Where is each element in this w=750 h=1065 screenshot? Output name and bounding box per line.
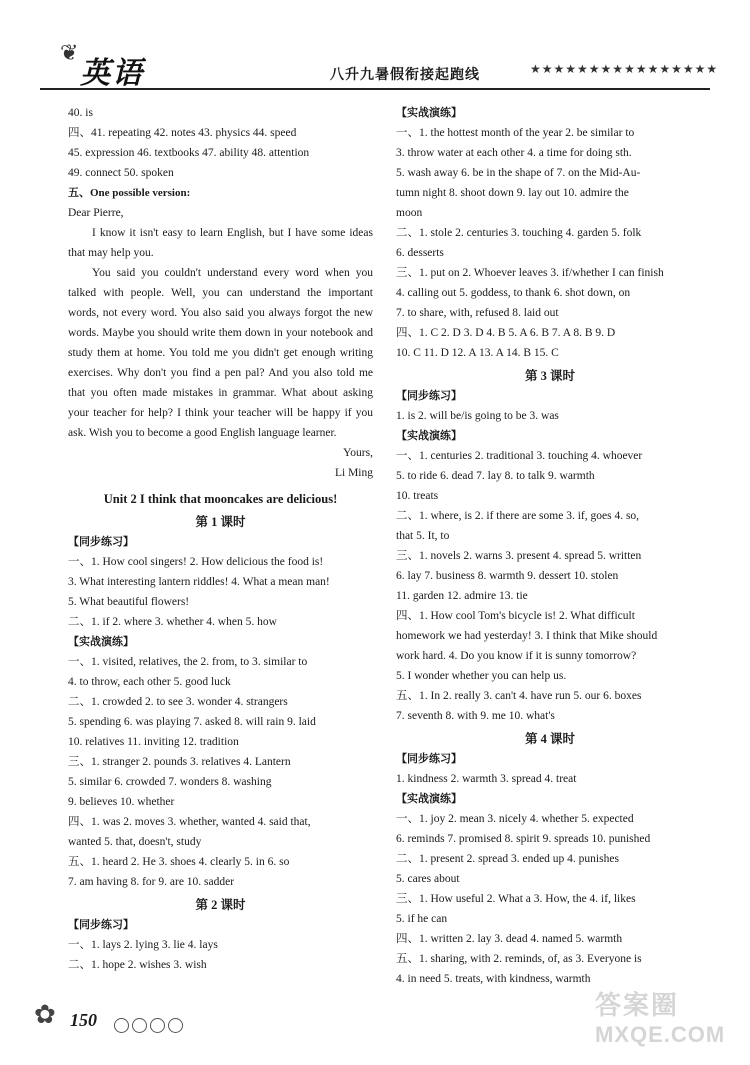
answer-line: 3. throw water at each other 4. a time for doing sth. [396,147,632,159]
answer-line: 四、1. How cool Tom's bicycle is! 2. What difficult [396,610,635,622]
letter-salutation: Dear Pierre, [68,207,124,219]
watermark-url: MXQE.COM [595,1022,726,1047]
header-divider [40,88,710,90]
section-tag: 【同步练习】 [396,390,462,402]
answer-line: 10. C 11. D 12. A 13. A 14. B 15. C [396,347,559,359]
answer-line: 五、One possible version: [68,187,191,199]
answer-line: 11. garden 12. admire 13. tie [396,590,528,602]
answer-line: 5. cares about [396,873,460,885]
answer-line: 二、1. hope 2. wishes 3. wish [68,959,207,971]
answer-line: that 5. It, to [396,530,450,542]
answer-line: 一、1. lays 2. lying 3. lie 4. lays [68,939,218,951]
answer-line: 5. similar 6. crowded 7. wonders 8. washing [68,776,272,788]
answer-line: wanted 5. that, doesn't, study [68,836,202,848]
answer-line: 6. lay 7. business 8. warmth 9. dessert 10. stolen [396,570,619,582]
answer-line: 7. to share, with, refused 8. laid out [396,307,559,319]
answer-line: 三、1. novels 2. warns 3. present 4. spread 5. written [396,550,642,562]
answer-line: 四、1. C 2. D 3. D 4. B 5. A 6. B 7. A 8. B 9. D [396,327,616,339]
answer-line: 五、1. In 2. really 3. can't 4. have run 5. our 6. boxes [396,690,642,702]
answer-line: 二、1. stole 2. centuries 3. touching 4. garden 5. folk [396,227,642,239]
circle-icon [150,1018,165,1033]
watermark [595,985,735,1055]
answer-line: 5. to ride 6. dead 7. lay 8. to talk 9. warmth [396,470,595,482]
section-tag: 【同步练习】 [396,753,462,765]
answer-line: 5. wash away 6. be in the shape of 7. on the Mid-Au- [396,167,641,179]
answer-line: 4. calling out 5. goddess, to thank 6. shot down, on [396,287,631,299]
answer-line: tumn night 8. shoot down 9. lay out 10. admire the [396,187,629,199]
answer-line: homework we had yesterday! 3. I think that Mike should [396,630,658,642]
answer-line: 5. spending 6. was playing 7. asked 8. will rain 9. laid [68,716,316,728]
answer-line: 49. connect 50. spoken [68,167,174,179]
answer-line: 10. relatives 11. inviting 12. tradition [68,736,239,748]
letter-paragraph: You said you couldn't understand every word when you talked with people. Well, you can understand the important words, not every word. You also said you always forgot the new words. Maybe you should write them down in your notebook and study them at home. You told me you didn't get enough writing exercises. Why don't you find a pen pal? And you also told me that you often made mistakes in grammar. What about asking your teacher for help? I think your teacher will be happy if you ask. Wish you to become a good English language learner. [68,267,373,439]
page-header [40,36,719,92]
decorative-ornament-icon: ❦ [60,40,79,65]
star-border: ★★★★★★★★★★★★★★★★ [530,62,719,76]
lesson-heading: 第 4 课时 [524,732,575,746]
answer-line: 五、1. heard 2. He 3. shoes 4. clearly 5. in 6. so [68,856,290,868]
lesson-heading: 第 1 课时 [195,515,246,529]
circle-icon [168,1018,183,1033]
answer-line: 4. to throw, each other 5. good luck [68,676,231,688]
answer-line: 四、1. was 2. moves 3. whether, wanted 4. said that, [68,816,311,828]
watermark-logo: 答案圈 [595,990,680,1020]
letter-closing: Yours, [343,447,373,459]
answer-line: 一、1. How cool singers! 2. How delicious the food is! [68,556,324,568]
answer-line: 二、1. present 2. spread 3. ended up 4. punishes [396,853,619,865]
answer-line: 3. What interesting lantern riddles! 4. What a mean man! [68,576,330,588]
answer-line: 三、1. How useful 2. What a 3. How, the 4. if, likes [396,893,636,905]
answer-line: 10. treats [396,490,439,502]
section-tag: 【实战演练】 [396,430,462,442]
lesson-heading: 第 2 课时 [195,898,246,912]
answer-line: 7. am having 8. for 9. are 10. sadder [68,876,235,888]
answer-line: 6. reminds 7. promised 8. spirit 9. spreads 10. punished [396,833,651,845]
answer-line: 4. in need 5. treats, with kindness, warmth [396,973,591,985]
left-top-answers [68,103,373,223]
subject-title: 英语 [80,57,144,90]
answer-line: 5. if he can [396,913,448,925]
answer-line: 5. What beautiful flowers! [68,596,190,608]
letter-closing: Li Ming [334,467,373,479]
answer-line: 三、1. stranger 2. pounds 3. relatives 4. Lantern [68,756,291,768]
answer-line: 二、1. if 2. where 3. whether 4. when 5. how [68,616,277,628]
page-footer [32,1000,232,1040]
section-tag: 【同步练习】 [68,536,134,548]
answer-line: 一、1. joy 2. mean 3. nicely 4. whether 5. expected [396,813,634,825]
answer-line: 四、41. repeating 42. notes 43. physics 44. speed [68,127,297,139]
answer-line: 二、1. where, is 2. if there are some 3. if, goes 4. so, [396,510,640,522]
answer-line: 四、1. written 2. lay 3. dead 4. named 5. warmth [396,933,623,945]
answer-line: 三、1. put on 2. Whoever leaves 3. if/whether I can finish [396,267,664,279]
answer-line: 五、1. sharing, with 2. reminds, of, as 3. Everyone is [396,953,642,965]
answer-line: 7. seventh 8. with 9. me 10. what's [396,710,555,722]
right-column [396,103,704,989]
section-tag: 【实战演练】 [396,107,462,119]
model-letter [68,223,373,483]
answer-line: 6. desserts [396,247,444,259]
section-tag: 【实战演练】 [68,636,134,648]
decorative-figure-icon: ✿ [34,1000,56,1029]
answer-line: 一、1. centuries 2. traditional 3. touching 4. whoever [396,450,643,462]
answer-line: 1. is 2. will be/is going to be 3. was [396,410,559,422]
series-title: 八升九暑假衔接起跑线 [330,68,480,83]
lesson-heading: 第 3 课时 [524,369,575,383]
answer-line: 一、1. visited, relatives, the 2. from, to 3. similar to [68,656,308,668]
unit-title: Unit 2 I think that mooncakes are delicious! [103,492,338,506]
answer-line: 1. kindness 2. warmth 3. spread 4. treat [396,773,577,785]
answer-line: 45. expression 46. textbooks 47. ability 48. attention [68,147,310,159]
answer-line: moon [396,207,423,219]
section-tag: 【同步练习】 [68,919,134,931]
answer-line: 二、1. crowded 2. to see 3. wonder 4. strangers [68,696,288,708]
section-tag: 【实战演练】 [396,793,462,805]
answer-line: 5. I wonder whether you can help us. [396,670,567,682]
answer-line: 40. is [68,107,93,119]
circle-icon [132,1018,147,1033]
left-unit-answers [68,512,373,975]
answer-line: 一、1. the hottest month of the year 2. be similar to [396,127,635,139]
answer-line: work hard. 4. Do you know if it is sunny tomorrow? [396,650,637,662]
page-number: 150 [70,1010,97,1030]
circle-icon [114,1018,129,1033]
letter-paragraph: I know it isn't easy to learn English, but I have some ideas that may help you. [68,227,373,259]
left-column [68,103,373,975]
answer-line: 9. believes 10. whether [68,796,175,808]
